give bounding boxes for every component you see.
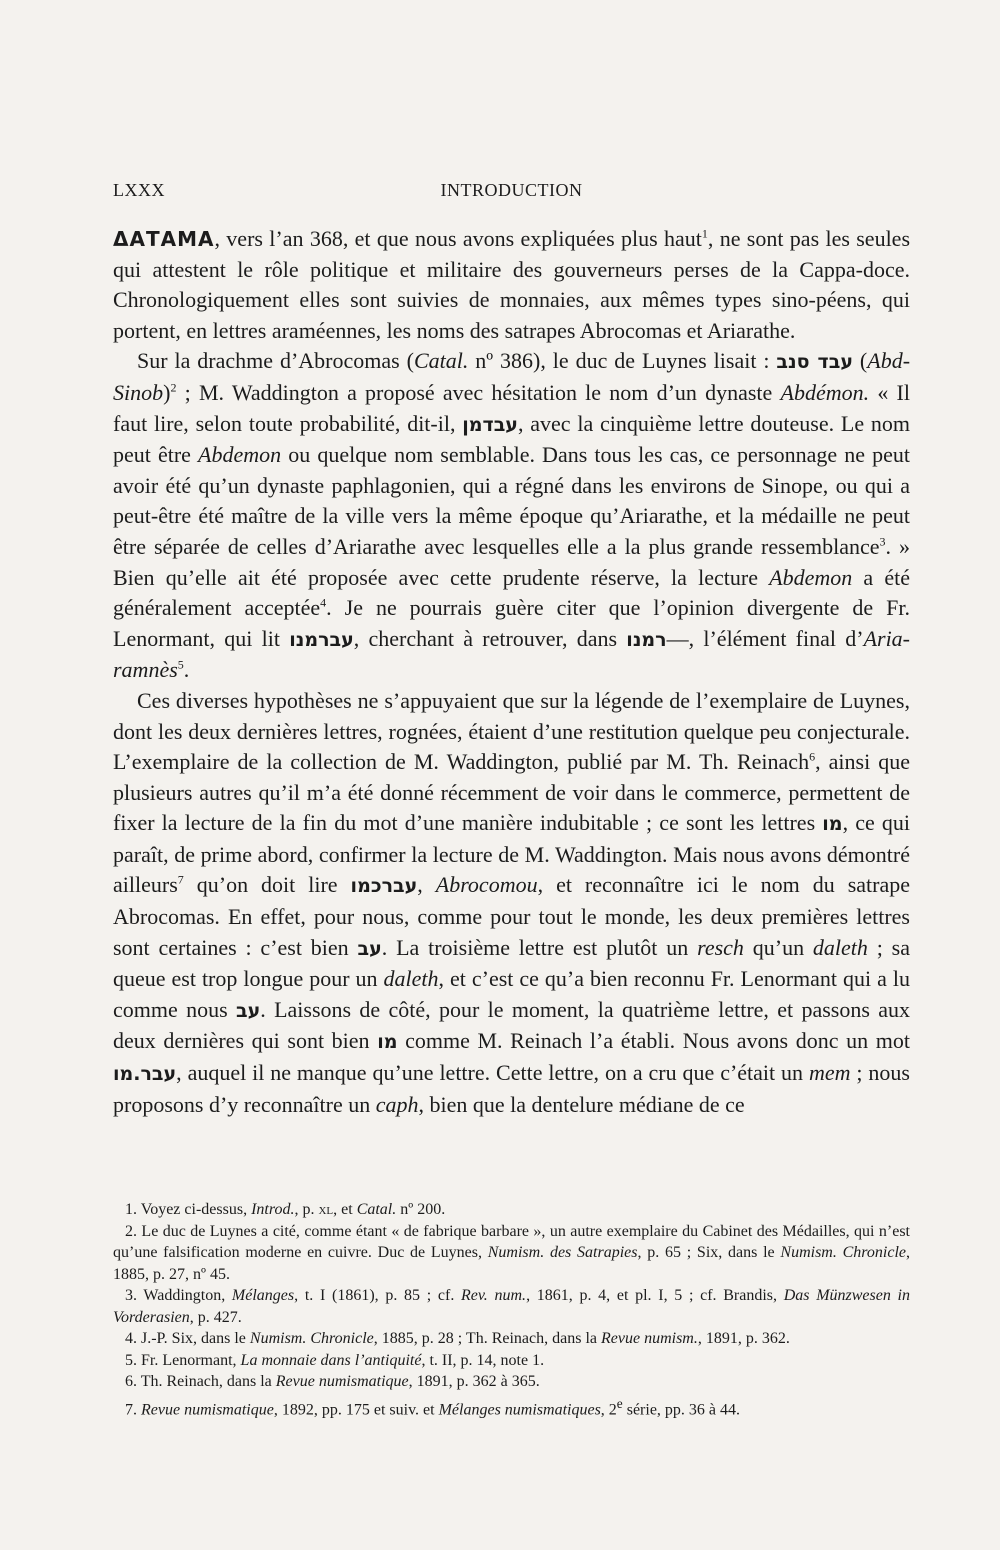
text-run: , 2	[600, 1400, 617, 1418]
text-run: , p. 65 ; Six, dans le	[637, 1244, 781, 1261]
text-run: . Laissons de côté, pour le moment, la quatrième lettre, et passons aux deux dernières qui sont bien	[113, 996, 910, 1054]
text-run: , cherchant à retrouver, dans	[353, 625, 627, 651]
italic-run: Introd.	[251, 1201, 295, 1218]
hebrew-legend: עבדמן	[462, 413, 518, 436]
text-run: Fr. Lenormant,	[137, 1351, 241, 1369]
text-run: . » Bien qu’elle ait été proposée avec cette prudente réserve, la lecture	[113, 533, 910, 590]
footnote-ref[interactable]: 5	[177, 657, 184, 672]
text-run: , et reconnaître ici le nom du satrape Abrocomas. En effet, pour nous, comme pour tout le monde, les deux premières lettres sont certaines : c’est bien	[113, 872, 911, 960]
footnote-6	[113, 1371, 910, 1393]
footnote-number: 6.	[125, 1373, 137, 1390]
italic-run: mem	[808, 1060, 851, 1086]
small-caps-run: xl	[318, 1201, 334, 1218]
text-run: , 1861, p. 4, et pl. I, 5 ; cf. Brandis,	[526, 1287, 784, 1304]
text-run: . La troisième lettre est plutôt un	[381, 934, 698, 960]
text-run: , 1885, p. 27, nº 45.	[113, 1244, 910, 1283]
footnote-number: 7.	[125, 1400, 137, 1418]
text-run: —, l’élément final d’	[666, 625, 864, 651]
main-text	[113, 224, 910, 1120]
footnote-number: 1.	[125, 1201, 137, 1218]
italic-run: caph	[375, 1091, 419, 1117]
footnote-number: 5.	[125, 1351, 137, 1369]
italic-run: Abdemon	[198, 442, 282, 468]
text-run: nº 386), le duc de Luynes lisait :	[468, 348, 777, 374]
italic-run: Numism. des Satrapies	[487, 1244, 638, 1261]
text-run: qu’un	[743, 934, 813, 960]
footnote-ref[interactable]: 7	[177, 873, 184, 888]
hebrew-legend: רמנו	[626, 628, 667, 651]
footnote-7	[113, 1393, 910, 1421]
text-run: ou quelque nom semblable. Dans tous les cas, ce personnage ne peut avoir été qu’un dynaste paphlagonien, qui a régné dans les environs de Sinope, ou qui a peut-être été maître de la ville vers la même époque qu’Ariarathe, et la médaille ne peut être séparée de celles d’Ariarathe avec lesquelles elle a la plus grande ressemblance	[113, 442, 910, 559]
footnote-ref[interactable]: 2	[170, 380, 177, 395]
italic-run: Revue numismatique	[275, 1373, 409, 1390]
italic-run: Abrocomou	[435, 872, 538, 898]
page-number: LXXX	[113, 180, 165, 200]
footnote-number: 4.	[125, 1330, 137, 1347]
italic-run: Numism. Chronicle	[780, 1244, 906, 1261]
italic-run: Revue numismatique	[141, 1400, 274, 1418]
footnote-1	[113, 1199, 910, 1221]
hebrew-legend: מו	[377, 1031, 398, 1054]
italic-run: Mélanges numismatiques	[438, 1400, 601, 1418]
text-run: J.-P. Six, dans le	[137, 1330, 250, 1347]
italic-run: Abdémon.	[780, 379, 870, 405]
footnote-2	[113, 1221, 910, 1286]
footnote-4	[113, 1328, 910, 1350]
text-run: , et c’est ce qu’a bien reconnu Fr. Lenormant qui a lu comme nous	[113, 966, 910, 1022]
superscript-run: e	[616, 1395, 623, 1411]
text-run: nº 200.	[396, 1201, 446, 1218]
italic-run: Abdemon	[769, 564, 853, 590]
text-run: , 1892, pp. 175 et suiv. et	[273, 1400, 439, 1418]
italic-run: Aria-ramnès	[113, 625, 911, 683]
italic-run: Revue numism.	[601, 1330, 698, 1347]
text-run: ; nous proposons d’y reconnaître un	[113, 1060, 910, 1117]
greek-legend: ΔΑΤΑΜΑ	[113, 227, 215, 251]
hebrew-legend: מו	[822, 813, 843, 836]
paragraph-3	[113, 686, 910, 1120]
text-run: ; M. Waddington a proposé avec hésitation le nom d’un dynaste	[176, 379, 781, 405]
text-run: Waddington,	[137, 1287, 232, 1304]
footnote-number: 3.	[125, 1287, 137, 1304]
text-run: , 1891, p. 362.	[697, 1330, 790, 1347]
text-run: , p. 427.	[189, 1308, 242, 1326]
hebrew-legend: עבר.מו	[113, 1063, 177, 1086]
paragraph-1	[113, 224, 910, 346]
text-run: , avec la cinquième lettre douteuse. Le nom peut être	[113, 410, 910, 468]
footnotes	[113, 1199, 910, 1420]
text-run: a été généralement acceptée	[113, 564, 910, 621]
text-run: , 1891, p. 362 à 365.	[408, 1373, 540, 1390]
text-run: . Je ne pourrais guère citer que l’opinion divergente de Fr. Lenormant, qui lit	[113, 595, 911, 651]
text-run: « Il faut lire, selon toute probabilité, dit-il,	[113, 379, 910, 436]
text-run: Sur la drachme d’Abrocomas (	[137, 348, 414, 374]
italic-run: Rev. num.	[461, 1287, 527, 1304]
paragraph-2	[113, 346, 910, 686]
footnote-number: 2.	[125, 1222, 137, 1240]
italic-run: Catal.	[413, 348, 469, 374]
text-run: , et	[333, 1201, 357, 1218]
text-run: .	[183, 657, 190, 683]
italic-run: daleth	[812, 934, 868, 960]
text-run: série, pp. 36 à 44.	[622, 1400, 741, 1418]
text-run: (	[852, 348, 868, 374]
text-run: ; sa queue est trop longue pour un	[113, 934, 910, 992]
text-run: Ces diverses hypothèses ne s’appuyaient que sur la légende de l’exemplaire de Luynes, dont les deux dernières lettres, rognées, étaient d’une restitution quelque peu conjecturale. L’exemplaire de la collection de M. Waddington, publié par M. Th. Reinach	[113, 687, 910, 775]
text-run: , auquel il ne manque qu’une lettre. Cette lettre, on a cru que c’était un	[176, 1060, 809, 1086]
footnote-3	[113, 1285, 910, 1328]
text-run: , ainsi que plusieurs autres qu’il m’a été donné récemment de voir dans le commerce, permettent de fixer la lecture de la fin du mot d’une manière indubitable ; ce sont les lettres	[113, 749, 910, 836]
hebrew-legend: עברמנו	[289, 628, 354, 651]
running-title: INTRODUCTION	[440, 180, 583, 200]
hebrew-legend: עב	[235, 999, 261, 1022]
text-run: Le duc de Luynes a cité, comme étant « de fabrique barbare », un autre exemplaire du Cabinet des Médailles, qui n’est qu’une falsification moderne en cuivre. Duc de Luynes,	[113, 1222, 910, 1261]
italic-run: Catal.	[356, 1201, 397, 1218]
footnote-ref[interactable]: 1	[701, 226, 708, 241]
text-run: , ce qui paraît, de prime abord, confirmer la lecture de M. Waddington. Mais nous avons démontré ailleurs	[113, 810, 910, 898]
text-run: ,	[417, 872, 436, 898]
footnote-ref[interactable]: 4	[320, 595, 327, 610]
text-run: qu’on doit lire	[183, 872, 351, 898]
text-run: , t. I (1861), p. 85 ; cf.	[294, 1287, 462, 1304]
text-run: comme M. Reinach l’a établi. Nous avons donc un mot	[397, 1028, 910, 1054]
hebrew-legend: עבד סנב	[776, 351, 853, 374]
text-run: , 1885, p. 28 ; Th. Reinach, dans la	[373, 1330, 601, 1347]
hebrew-legend: עברכמו	[350, 875, 418, 898]
text-run: , t. II, p. 14, note 1.	[421, 1351, 545, 1369]
text-run: , ne sont pas les seules qui attestent le rôle politique et militaire des gouverneurs perses de la Cappa-doce. Chronologiquement elles sont suivies de monnaies, aux mêmes types sino-péens, qui portent, en lettres araméennes, les noms des satrapes Abrocomas et Ariarathe.	[113, 226, 911, 343]
italic-run: Mélanges	[231, 1287, 295, 1304]
italic-run: Das Münzwesen in Vorderasien	[113, 1287, 910, 1326]
hebrew-legend: עב	[357, 937, 382, 960]
italic-run: Numism. Chronicle	[249, 1330, 374, 1347]
italic-run: La monnaie dans l’antiquité	[240, 1351, 422, 1369]
italic-run: daleth	[383, 966, 439, 992]
footnote-ref[interactable]: 3	[879, 534, 886, 549]
footnote-5	[113, 1350, 910, 1372]
footnote-ref[interactable]: 6	[809, 749, 816, 764]
text-run: , bien que la dentelure médiane de ce	[418, 1091, 745, 1117]
text-run: Voyez ci-dessus,	[137, 1201, 252, 1218]
text-run: Th. Reinach, dans la	[137, 1373, 276, 1390]
text-run: , p.	[294, 1201, 319, 1218]
italic-run: resch	[697, 934, 744, 960]
text-run: )	[163, 379, 171, 405]
text-run: , vers l’an 368, et que nous avons expliquées plus haut	[214, 226, 702, 251]
italic-run: Abd-Sinob	[113, 348, 911, 405]
